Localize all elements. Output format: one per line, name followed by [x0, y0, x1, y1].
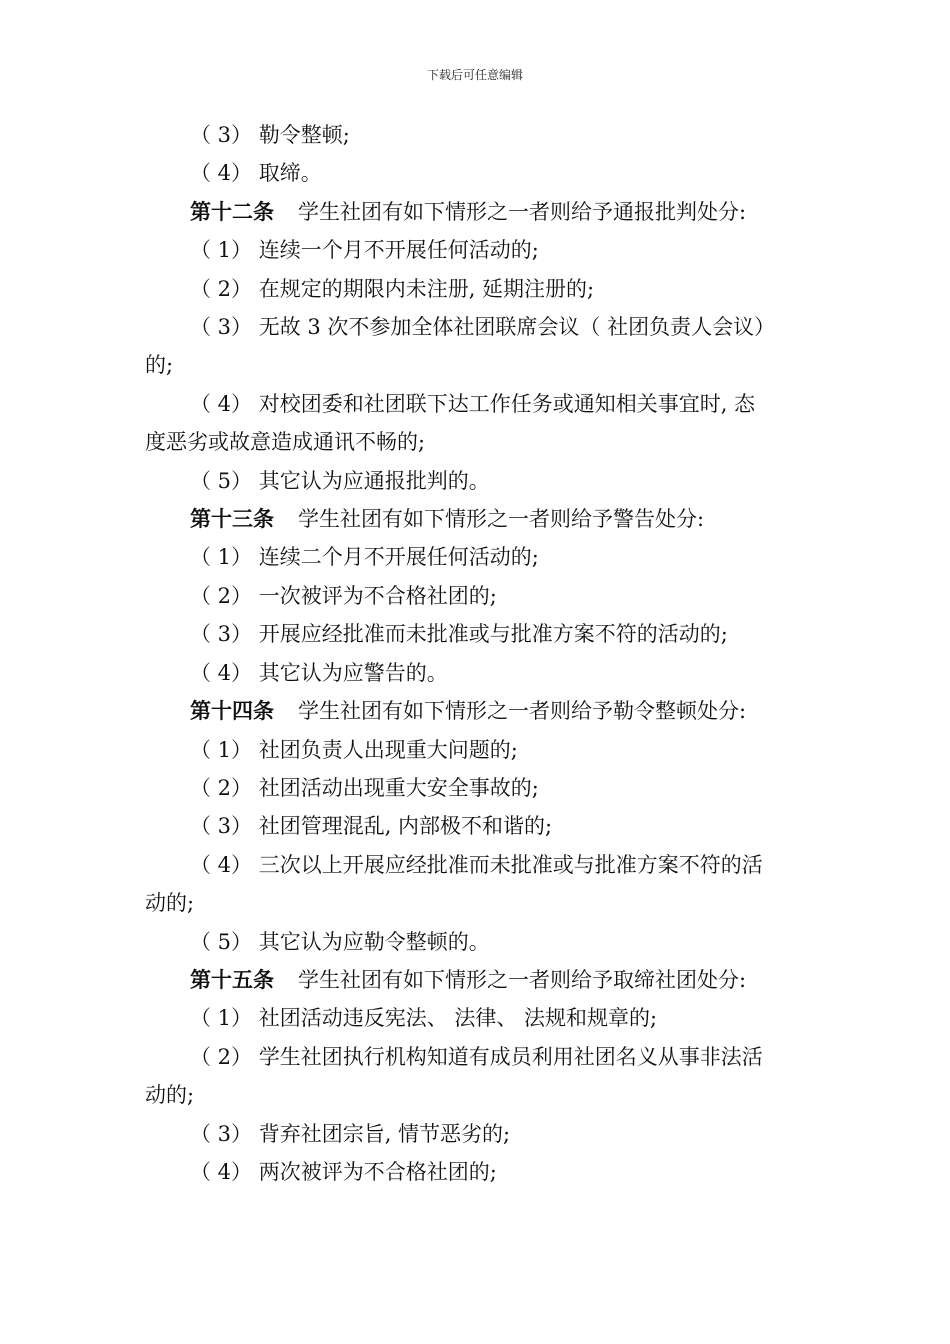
list-item	[145, 846, 805, 884]
list-item-continuation	[145, 1076, 805, 1114]
list-item-continuation	[145, 884, 805, 922]
article-heading	[145, 692, 805, 730]
list-item	[145, 654, 805, 692]
list-item	[145, 462, 805, 500]
line-text: （ 3） 背弃社团宗旨, 情节恶劣的;	[190, 1121, 511, 1146]
page-header-note: 下载后可任意编辑	[426, 68, 523, 82]
list-item	[145, 308, 805, 346]
list-item	[145, 615, 805, 653]
list-item	[145, 385, 805, 423]
list-item	[145, 116, 805, 154]
line-text: （ 1） 社团活动违反宪法、 法律、 法规和规章的;	[190, 1006, 658, 1031]
list-item	[145, 231, 805, 269]
line-text: （ 2） 学生社团执行机构知道有成员利用社团名义从事非法活	[190, 1044, 763, 1069]
article-number: 第十四条	[190, 699, 274, 724]
list-item-continuation	[145, 346, 805, 384]
list-item	[145, 577, 805, 615]
article-heading	[145, 961, 805, 999]
line-text: 的;	[145, 353, 174, 378]
line-text: （ 4） 三次以上开展应经批准而未批准或与批准方案不符的活	[190, 852, 763, 877]
line-text: 学生社团有如下情形之一者则给予取缔社团处分:	[298, 967, 747, 992]
line-text: （ 3） 勒令整顿;	[190, 123, 350, 147]
line-text: （ 5） 其它认为应勒令整顿的。	[190, 929, 490, 954]
list-item	[145, 1038, 805, 1076]
article-heading	[145, 500, 805, 538]
line-text: 学生社团有如下情形之一者则给予警告处分:	[298, 507, 705, 532]
list-item-continuation	[145, 423, 805, 461]
document-body	[145, 116, 805, 1191]
article-number: 第十三条	[190, 507, 274, 532]
line-text: （ 4） 对校团委和社团联下达工作任务或通知相关事宜时, 态	[190, 391, 756, 416]
line-text: （ 3） 开展应经批准而未批准或与批准方案不符的活动的;	[190, 622, 728, 647]
line-text: 学生社团有如下情形之一者则给予通报批判处分:	[298, 199, 747, 224]
line-text: （ 5） 其它认为应通报批判的。	[190, 468, 490, 493]
list-item	[145, 731, 805, 769]
article-number: 第十二条	[190, 199, 274, 224]
line-text: （ 1） 连续一个月不开展任何活动的;	[190, 238, 539, 263]
line-text: （ 1） 连续二个月不开展任何活动的;	[190, 545, 539, 570]
line-text: （ 4） 两次被评为不合格社团的;	[190, 1159, 497, 1184]
line-text: （ 4） 其它认为应警告的。	[190, 660, 448, 685]
line-text: （ 3） 无故 3 次不参加全体社团联席会议（ 社团负责人会议）	[190, 315, 776, 340]
list-item	[145, 1153, 805, 1191]
line-text: （ 1） 社团负责人出现重大问题的;	[190, 737, 518, 762]
list-item	[145, 538, 805, 576]
line-text: （ 2） 社团活动出现重大安全事故的;	[190, 775, 539, 800]
list-item	[145, 807, 805, 845]
line-text: （ 4） 取缔。	[190, 161, 322, 186]
line-text: 学生社团有如下情形之一者则给予勒令整顿处分:	[298, 699, 747, 724]
list-item	[145, 923, 805, 961]
line-text: 动的;	[145, 1083, 195, 1108]
list-item	[145, 769, 805, 807]
line-text: （ 3） 社团管理混乱, 内部极不和谐的;	[190, 814, 553, 839]
list-item	[145, 154, 805, 192]
list-item	[145, 999, 805, 1037]
line-text: （ 2） 在规定的期限内未注册, 延期注册的;	[190, 276, 595, 301]
article-number: 第十五条	[190, 967, 274, 992]
article-heading	[145, 193, 805, 231]
list-item	[145, 270, 805, 308]
line-text: 度恶劣或故意造成通讯不畅的;	[145, 430, 426, 455]
line-text: 动的;	[145, 891, 195, 916]
line-text: （ 2） 一次被评为不合格社团的;	[190, 583, 497, 608]
list-item	[145, 1115, 805, 1153]
